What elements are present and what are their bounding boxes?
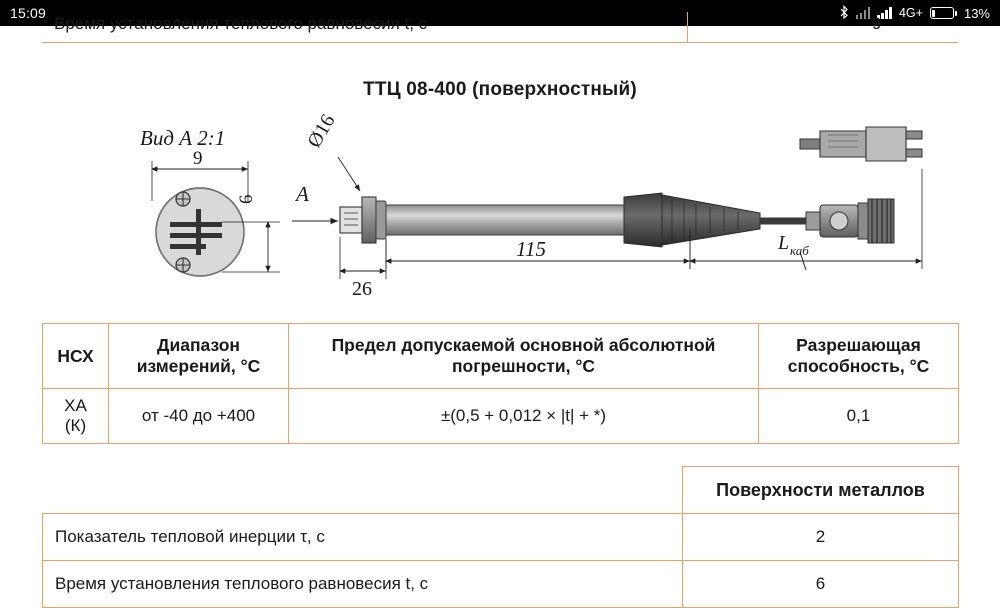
table-header-row — [43, 324, 959, 389]
header-nsh: НСХ — [43, 324, 109, 389]
cell-nsh-line1: ХА — [64, 396, 87, 415]
dim-9-label: 9 — [193, 148, 203, 169]
header-error-limit: Предел допускаемой основной абсолютной погрешности, °C — [289, 324, 759, 389]
dim-115-label: 115 — [516, 237, 546, 261]
clipped-table-row — [42, 14, 958, 43]
sensor-nut — [376, 201, 386, 239]
battery-percent-label: 13% — [963, 5, 990, 21]
cell-nsh — [43, 389, 109, 444]
view-a-label: Вид А 2:1 — [140, 126, 226, 150]
sensor-collar — [362, 197, 376, 243]
bluetooth-icon — [839, 6, 849, 20]
header-range: Диапазон измерений, °C — [109, 324, 289, 389]
callout-a-label: А — [296, 182, 309, 206]
status-icons — [839, 6, 990, 21]
network-type-label: 4G+ — [898, 6, 923, 20]
probe-tube — [386, 205, 624, 235]
dim-26-label: 26 — [352, 278, 372, 300]
status-clock: 15:09 — [10, 5, 47, 21]
page-title: ТТЦ 08-400 (поверхностный) — [363, 79, 637, 100]
strain-relief — [662, 195, 760, 245]
dim-lkab-label: L — [778, 232, 790, 254]
connector-ferrule — [806, 212, 820, 230]
table-row — [43, 561, 959, 608]
sensor-tip — [340, 207, 362, 233]
clipped-row-value: 9 — [872, 14, 882, 33]
row-thermal-inertia-label: Показатель тепловой инерции τ, с — [43, 514, 683, 561]
table-row — [43, 389, 959, 444]
header-resolution: Разрешающая способность, °C — [759, 324, 959, 389]
cell-range: от -40 до +400 — [109, 389, 289, 444]
cell-nsh-line2: (К) — [64, 416, 87, 435]
table-row — [43, 514, 959, 561]
tc-plug-head — [866, 127, 906, 161]
signal-bars-secondary-icon — [856, 7, 871, 19]
cell-resolution: 0,1 — [759, 389, 959, 444]
row-equilibrium-time-value: 6 — [683, 561, 959, 608]
technical-drawing — [0, 109, 1000, 309]
properties-table — [42, 466, 959, 608]
props-header-empty — [43, 467, 683, 514]
row-thermal-inertia-value: 2 — [683, 514, 959, 561]
specification-table — [42, 323, 959, 444]
props-header-metal-surfaces: Поверхности металлов — [683, 467, 959, 514]
dim-6-label: 6 — [236, 194, 257, 204]
battery-icon — [930, 7, 957, 19]
document-page — [0, 14, 1000, 608]
cell-error-limit: ±(0,5 + 0,012 × |t| + *) — [289, 389, 759, 444]
table-header-row — [43, 467, 959, 514]
dim-lkab-sub-label: каб — [790, 243, 809, 258]
dia-16-label: Ø16 — [303, 110, 340, 152]
probe-grip — [624, 193, 662, 247]
row-equilibrium-time-label: Время установления теплового равновесия t, с — [43, 561, 683, 608]
drawing-svg — [0, 109, 1000, 309]
clipped-row-label: Время установления теплового равновесия t, с — [54, 14, 428, 33]
clipped-row-divider — [687, 12, 688, 42]
